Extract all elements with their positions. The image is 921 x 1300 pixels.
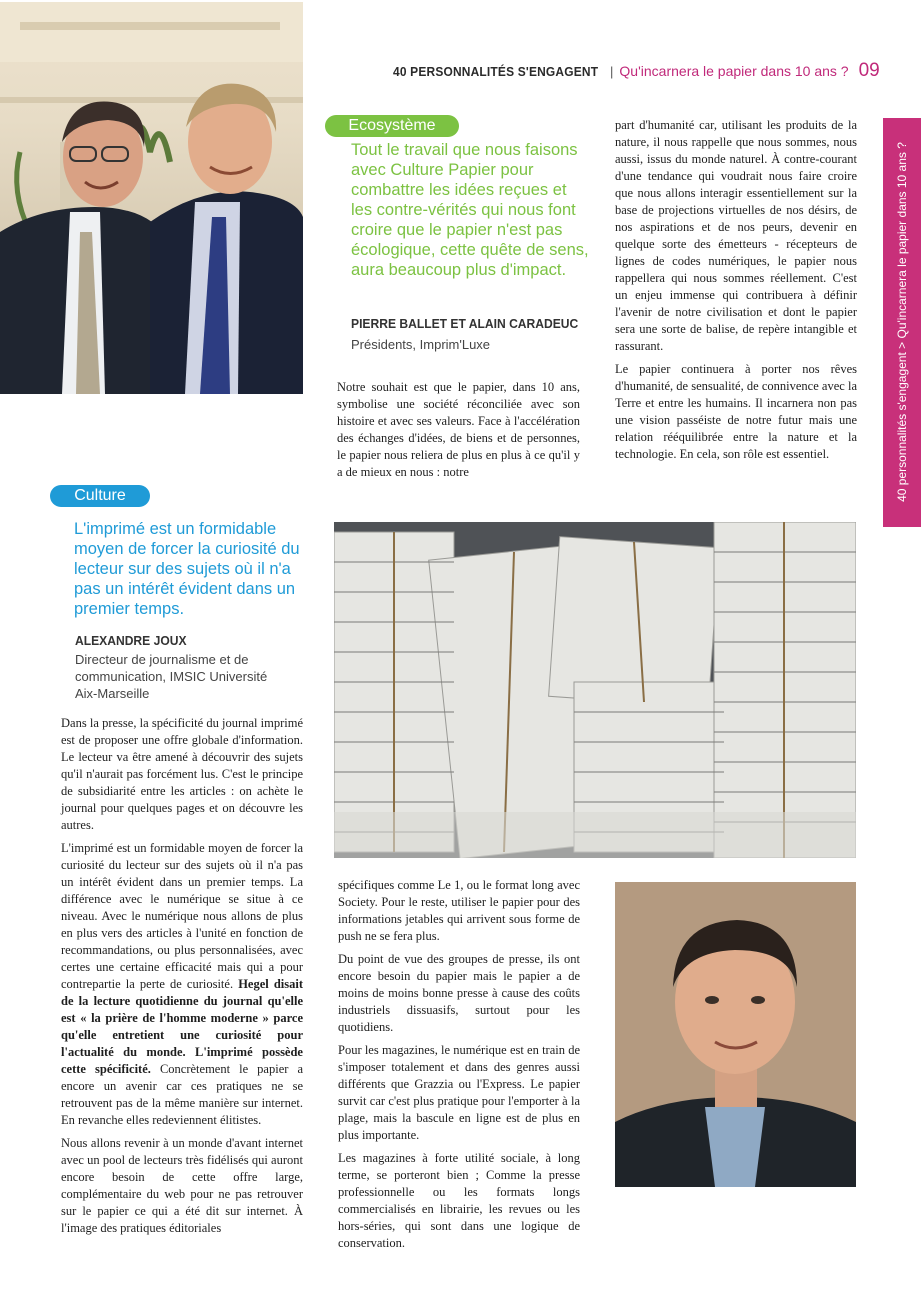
header-question: Qu'incarnera le papier dans 10 ans ?	[619, 63, 849, 79]
portrait-illustration	[615, 882, 856, 1187]
page-header	[393, 60, 893, 82]
culture-role: Directeur de journalisme et de communication, IMSIC Université Aix-Marseille	[75, 652, 268, 701]
page-number: 09	[858, 60, 880, 81]
ecosysteme-paragraph: part d'humanité car, utilisant les produits de la nature, il nous rappelle que nous sommes, nous aussi, issus du monde naturel. À contre-courant d'une tendance qui voudrait nous faire croire que nous allons interagir essentiellement sur la base de projections virtuelles de nos désirs, de nos aspirations et de nos peurs, devenir en quelque sorte des émetteurs - récepteurs de lignes de codes numériques, le papier nous rappellera qui nous sommes réellement. C'est un enjeu immense qui contribuera à définir l'avenir de notre civilisation et dont le papier sera une sorte de balise, de repère intangible et rassurant.	[615, 118, 857, 353]
photo-pierre-ballet-alain-caradeuc	[0, 2, 303, 394]
culture-quote: L'imprimé est un formidable moyen de forcer la curiosité du lecteur sur des sujets où il n'a pas un intérêt évident dans un premier temps.	[74, 520, 300, 618]
culture-text: L'imprimé est un formidable moyen de forcer la curiosité du lecteur sur des sujets où il n'a pas un intérêt évident dans un premier temps. La différence avec le numérique se situe à ce niveau. Avec le numérique nous allons de plus en plus vers des articles à l'unité en fonction de recommandations, ou plus personnalisées, avec certes une certaine efficacité mais qui a pour contrepartie la perte de curiosité.	[61, 841, 303, 991]
culture-highlight: Hegel disait de la lecture quotidienne du journal qu'elle est « la prière de l'homme moderne » parce qu'elle entretient une curiosité pour l'actualité du monde. L'imprimé possède cette spécificité.	[61, 977, 304, 1076]
side-tab-text: 40 personnalités s'engagent > Qu'incarnera le papier dans 10 ans ?	[895, 142, 909, 502]
culture-paragraph: spécifiques comme Le 1, ou le format long avec Society. Pour le reste, utiliser le papier pour des informations jetables qui arrivent sous forme de push ne se fera plus.	[338, 878, 580, 943]
culture-paragraph: Pour les magazines, le numérique est en train de s'imposer totalement et dans des genres aussi différents que Grazzia ou l'Express. Le papier survit car c'est plus pratique pour l'emporter à la plage, mais la bascule en ligne est de plus en plus importante.	[338, 1043, 580, 1142]
header-separator: |	[610, 64, 614, 79]
photo-illustration	[0, 2, 303, 394]
culture-paragraph: Les magazines à forte utilité sociale, à long terme, se porteront bien ; Comme la presse professionnelle ou les formats longs commercialisés en librairie, les revues ou les hors-séries, qui sont dans une logique de conservation.	[338, 1151, 580, 1250]
ecosysteme-column-2	[615, 117, 857, 469]
culture-column-middle	[338, 877, 580, 1258]
culture-column-left	[61, 715, 303, 1243]
culture-paragraph	[61, 840, 303, 1129]
newspaper-illustration	[334, 522, 856, 858]
culture-author: ALEXANDRE JOUX	[75, 633, 187, 648]
ecosysteme-author: PIERRE BALLET ET ALAIN CARADEUC	[351, 316, 579, 331]
culture-paragraph: Nous allons revenir à un monde d'avant internet avec un pool de lecteurs très fidélisés qui auront encore besoin de cette offre large, complémentaire du web pour ne pas retrouver sur le papier ce qui a été dit sur internet. À l'image des pratiques éditoriales	[61, 1136, 303, 1235]
photo-alexandre-joux	[615, 882, 856, 1187]
header-kicker: 40 PERSONNALITÉS S'ENGAGENT	[393, 64, 599, 79]
ecosysteme-paragraph: Notre souhait est que le papier, dans 10 ans, symbolise une société réconciliée avec son histoire et avec ses valeurs. Face à l'accélération des échanges d'idées, de biens et de personnes, le papier nous reliera de plus en plus à ce qu'il y a de mieux en nous : notre	[337, 380, 580, 479]
ecosysteme-badge: Ecosystème	[325, 115, 459, 137]
ecosysteme-quote: Tout le travail que nous faisons avec Culture Papier pour combattre les idées reçues et les contre-vérités qui nous font croire que le papier n'est pas écologique, cette quête de sens, aura beaucoup plus d'impact.	[351, 141, 589, 279]
ecosysteme-paragraph: Le papier continuera à porter nos rêves d'humanité, de sensualité, de connivence avec la Terre et entre les humains. Il incarnera non pas une vision passéiste de notre futur mais une relation rééquilibrée entre la nature et la technologie. En cela, son rôle est essentiel.	[615, 362, 857, 461]
culture-badge: Culture	[50, 485, 150, 507]
culture-paragraph: Dans la presse, la spécificité du journal imprimé est de proposer une offre globale d'information. Le lecteur va être amené à découvrir des sujets qu'il n'aurait pas forcément lus. C'est le principe de subsidiarité entre les articles : on achète le journal pour quelques pages et on découvre les autres.	[61, 716, 303, 832]
culture-text: Concrètement le papier a encore un avenir car ces pratiques ne se retrouvent pas de la même manière sur internet. En revanche elles redeviennent élitistes.	[61, 1062, 303, 1127]
ecosysteme-column-1	[337, 379, 580, 487]
side-tab	[883, 118, 921, 527]
photo-newspaper-stacks	[334, 522, 856, 858]
ecosysteme-role: Présidents, Imprim'Luxe	[351, 337, 491, 352]
culture-paragraph: Du point de vue des groupes de presse, ils ont encore besoin du papier mais le papier a de moins de moins bonne presse à cause des coûts industriels dissuasifs, surtout pour les quotidiens.	[338, 952, 580, 1034]
